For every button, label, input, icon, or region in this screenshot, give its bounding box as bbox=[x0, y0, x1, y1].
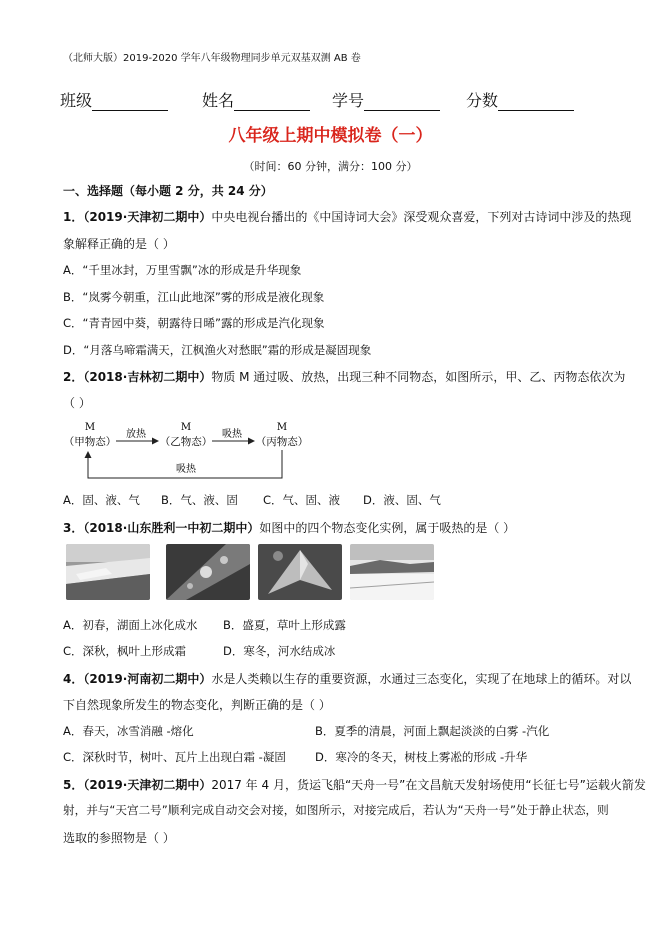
class-label: 班级 bbox=[60, 91, 93, 110]
q1-option-c[interactable]: C．“青青园中葵，朝露待日晞”露的形成是汽化现象 bbox=[63, 316, 325, 330]
q5-line3: 选取的参照物是（ ） bbox=[63, 831, 175, 845]
name-label: 姓名 bbox=[202, 91, 235, 110]
photo-dew-on-leaf bbox=[166, 544, 250, 600]
q3-number: 3． bbox=[63, 521, 84, 535]
state-change-diagram bbox=[62, 418, 322, 486]
m-label-2: M bbox=[180, 422, 192, 433]
q5-source: （2019·天津初二期中） bbox=[83, 778, 212, 792]
q1-line2: 象解释正确的是（ ） bbox=[63, 237, 175, 251]
q3-line1 bbox=[63, 519, 515, 536]
q4-source: （2019·河南初二期中） bbox=[83, 672, 212, 686]
q4-option-a[interactable]: A．春天，冰雪消融 -熔化 bbox=[63, 724, 194, 738]
q1-text: 中央电视台播出的《中国诗词大会》深受观众喜爱，下列对古诗词中涉及的热现 bbox=[211, 210, 632, 224]
score-blank[interactable] bbox=[498, 94, 574, 111]
label-absorb-heat-1: 吸热 bbox=[222, 429, 242, 440]
q5-line2: 射，并与“天宫二号”顺利完成自动交会对接，如图所示，对接完成后，若认为“天舟一号”处于静止状态，则 bbox=[63, 803, 609, 817]
score-label: 分数 bbox=[466, 91, 499, 110]
id-field[interactable] bbox=[332, 88, 440, 111]
m-label-3: M bbox=[276, 422, 288, 433]
q3-option-a[interactable]: A．初春，湖面上冰化成水 bbox=[63, 618, 198, 632]
q1-option-a[interactable]: A．“千里冰封，万里雪飘”冰的形成是升华现象 bbox=[63, 263, 302, 277]
q1-number: 1． bbox=[63, 210, 84, 224]
q3-option-d[interactable]: D．寒冬，河水结成冰 bbox=[223, 644, 336, 658]
q5-line1 bbox=[63, 776, 646, 793]
q5-text: 2017 年 4 月，货运飞船“天舟一号”在文昌航天发射场使用“长征七号”运载火箭发 bbox=[211, 778, 646, 792]
q5-number: 5． bbox=[63, 778, 84, 792]
q3-option-c[interactable]: C．深秋，枫叶上形成霜 bbox=[63, 644, 187, 658]
m-label-1: M bbox=[84, 422, 96, 433]
photo-frost-on-leaf bbox=[258, 544, 342, 600]
id-label: 学号 bbox=[332, 91, 365, 110]
score-field[interactable] bbox=[466, 88, 574, 111]
photo-ice-melting bbox=[66, 544, 150, 600]
q2-line2: （ ） bbox=[63, 396, 91, 410]
q2-option-a[interactable]: A．固、液、气 bbox=[63, 493, 140, 507]
q4-option-c[interactable]: C．深秋时节，树叶、瓦片上出现白霜 -凝固 bbox=[63, 750, 286, 764]
q1-option-b[interactable]: B．“岚雾今朝重，江山此地深”雾的形成是液化现象 bbox=[63, 290, 325, 304]
name-blank[interactable] bbox=[234, 94, 310, 111]
q2-option-c[interactable]: C．气、固、液 bbox=[263, 493, 341, 507]
q3-source: （2018·山东胜利一中初二期中） bbox=[83, 521, 260, 535]
q1-source: （2019·天津初二期中） bbox=[83, 210, 212, 224]
student-info-row bbox=[60, 88, 600, 112]
name-field[interactable] bbox=[202, 88, 310, 111]
state-jia: （甲物态） bbox=[63, 436, 117, 448]
class-blank[interactable] bbox=[92, 94, 168, 111]
state-yi: （乙物态） bbox=[159, 436, 213, 448]
section-heading: 一、选择题（每小题 2 分，共 24 分） bbox=[63, 184, 273, 198]
label-release-heat: 放热 bbox=[126, 429, 146, 440]
q1-option-d[interactable]: D．“月落乌啼霜满天，江枫渔火对愁眠”霜的形成是凝固现象 bbox=[63, 343, 372, 357]
q2-number: 2． bbox=[63, 370, 84, 384]
q3-text: 如图中的四个物态变化实例，属于吸热的是（ ） bbox=[259, 521, 516, 535]
q4-option-b[interactable]: B．夏季的清晨，河面上飘起淡淡的白雾 -汽化 bbox=[315, 724, 550, 738]
q2-option-d[interactable]: D．液、固、气 bbox=[363, 493, 441, 507]
q4-text: 水是人类赖以生存的重要资源，水通过三态变化，实现了在地球上的循环。对以 bbox=[211, 672, 632, 686]
q4-option-d[interactable]: D．寒冷的冬天，树枝上雾凇的形成 -升华 bbox=[315, 750, 528, 764]
state-bing: （丙物态） bbox=[255, 436, 309, 448]
q2-line1 bbox=[63, 368, 625, 385]
q4-line2: 下自然现象所发生的物态变化，判断正确的是（ ） bbox=[63, 698, 331, 712]
q2-source: （2018·吉林初二期中） bbox=[83, 370, 212, 384]
id-blank[interactable] bbox=[364, 94, 440, 111]
header-note: （北师大版）2019-2020 学年八年级物理同步单元双基双测 AB 卷 bbox=[63, 53, 361, 64]
q2-option-b[interactable]: B．气、液、固 bbox=[161, 493, 238, 507]
q2-text: 物质 M 通过吸、放热，出现三种不同物态，如图所示，甲、乙、丙物态依次为 bbox=[211, 370, 626, 384]
q4-number: 4． bbox=[63, 672, 84, 686]
label-absorb-heat-2: 吸热 bbox=[176, 464, 196, 475]
photo-river-freezing bbox=[350, 544, 434, 600]
class-field[interactable] bbox=[60, 88, 168, 111]
page-title: 八年级上期中模拟卷（一） bbox=[228, 126, 433, 146]
q3-option-b[interactable]: B．盛夏，草叶上形成露 bbox=[223, 618, 346, 632]
q1-line1 bbox=[63, 208, 631, 225]
q4-line1 bbox=[63, 670, 631, 687]
page-subtitle: （时间：60 分钟，满分：100 分） bbox=[243, 160, 418, 173]
